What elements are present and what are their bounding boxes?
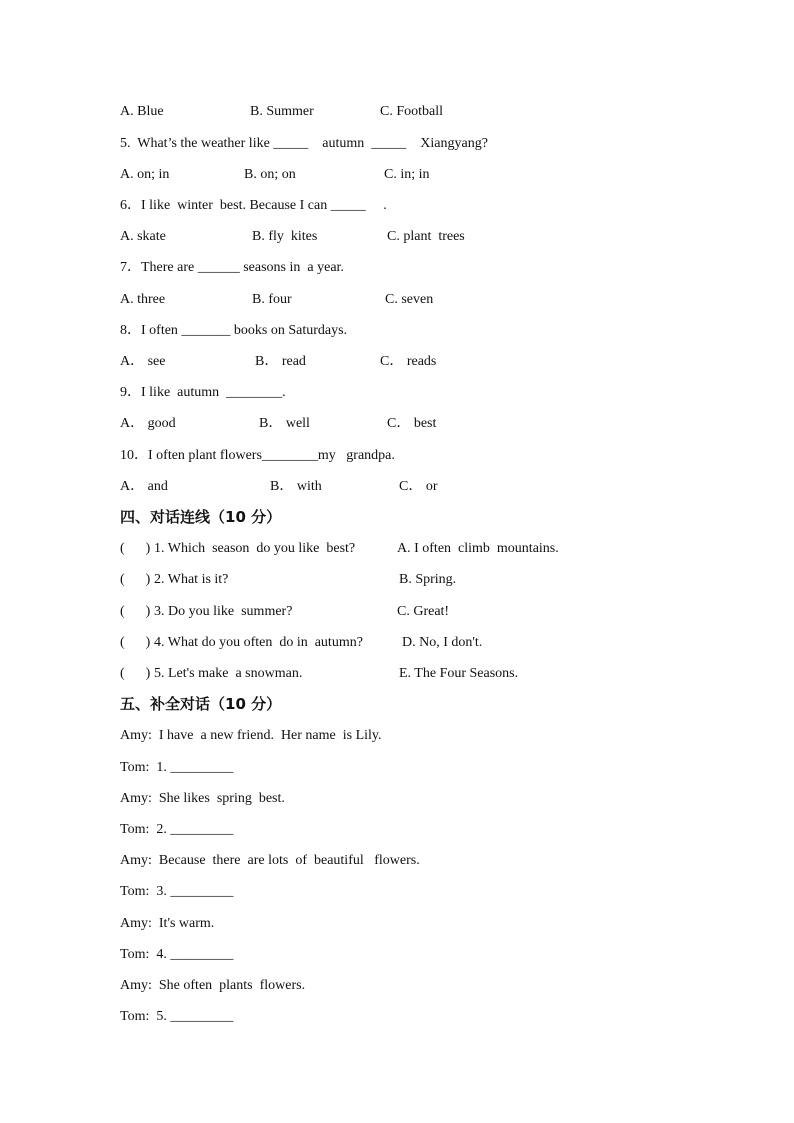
q8-question: 8．I often _______ books on Saturdays.	[120, 323, 348, 338]
q8-option-a: A． see	[120, 354, 166, 369]
match-question: 1. Which season do you like best?	[154, 541, 356, 556]
match-row	[120, 633, 483, 653]
dialogue-line: Tom: 5. _________	[120, 1009, 234, 1024]
match-row	[120, 664, 519, 684]
match-answer: E. The Four Seasons.	[399, 666, 519, 681]
q9-option-b: B． well	[259, 416, 310, 431]
match-question: 3. Do you like summer?	[154, 604, 293, 619]
answer-blank: ( )	[120, 635, 151, 650]
q5-question: 5. What’s the weather like _____ autumn _____ Xiangyang?	[120, 136, 488, 151]
q10-option-c: C． or	[399, 479, 438, 494]
dialogue-line: Amy: It's warm.	[120, 916, 215, 931]
q5-options-row	[120, 165, 430, 185]
q7-option-c: C. seven	[385, 292, 434, 307]
answer-blank: ( )	[120, 666, 151, 681]
q6-question: 6．I like winter best. Because I can _____ .	[120, 198, 387, 213]
q6-option-a: A. skate	[120, 229, 166, 244]
match-question: 5. Let's make a snowman.	[154, 666, 303, 681]
q4-option-a: A. Blue	[120, 104, 164, 119]
q7-question: 7．There are ______ seasons in a year.	[120, 260, 344, 275]
dialogue-line: Tom: 4. _________	[120, 947, 234, 962]
q4-options-row	[120, 102, 444, 122]
q6-option-c: C. plant trees	[387, 229, 465, 244]
answer-blank: ( )	[120, 604, 151, 619]
section5-heading: 五、补全对话（10 分）	[120, 695, 282, 713]
match-answer: C. Great!	[397, 604, 450, 619]
match-row	[120, 602, 450, 622]
q4-option-c: C. Football	[380, 104, 444, 119]
match-row	[120, 539, 559, 559]
match-answer: D. No, I don't.	[402, 635, 483, 650]
q6-options-row	[120, 227, 465, 247]
match-answer: B. Spring.	[399, 572, 457, 587]
q7-option-b: B. four	[252, 292, 292, 307]
dialogue-line: Amy: She often plants flowers.	[120, 978, 306, 993]
q9-question: 9．I like autumn ________.	[120, 385, 286, 400]
section4-heading: 四、对话连线（10 分）	[120, 508, 282, 526]
dialogue-line: Tom: 2. _________	[120, 822, 234, 837]
q4-option-b: B. Summer	[250, 104, 314, 119]
q8-option-b: B． read	[255, 354, 306, 369]
dialogue-line: Amy: I have a new friend. Her name is Lily.	[120, 728, 382, 743]
dialogue-line: Amy: Because there are lots of beautiful flowers.	[120, 853, 420, 868]
q10-options-row	[120, 477, 438, 497]
q10-option-b: B． with	[270, 479, 322, 494]
q9-options-row	[120, 414, 437, 434]
match-question: 2. What is it?	[154, 572, 229, 587]
q8-options-row	[120, 352, 437, 372]
match-answer: A. I often climb mountains.	[397, 541, 559, 556]
q10-option-a: A． and	[120, 479, 168, 494]
answer-blank: ( )	[120, 572, 151, 587]
dialogue-line: Tom: 3. _________	[120, 884, 234, 899]
q5-option-a: A. on; in	[120, 167, 170, 182]
q7-options-row	[120, 290, 434, 310]
q5-option-c: C. in; in	[384, 167, 430, 182]
q5-option-b: B. on; on	[244, 167, 296, 182]
dialogue-line: Amy: She likes spring best.	[120, 791, 285, 806]
q9-option-a: A． good	[120, 416, 176, 431]
q10-question: 10．I often plant flowers________my grandpa.	[120, 448, 395, 463]
q6-option-b: B. fly kites	[252, 229, 318, 244]
q8-option-c: C． reads	[380, 354, 437, 369]
match-row	[120, 570, 457, 590]
q9-option-c: C． best	[387, 416, 437, 431]
answer-blank: ( )	[120, 541, 151, 556]
match-question: 4. What do you often do in autumn?	[154, 635, 363, 650]
q7-option-a: A. three	[120, 292, 166, 307]
dialogue-line: Tom: 1. _________	[120, 760, 234, 775]
